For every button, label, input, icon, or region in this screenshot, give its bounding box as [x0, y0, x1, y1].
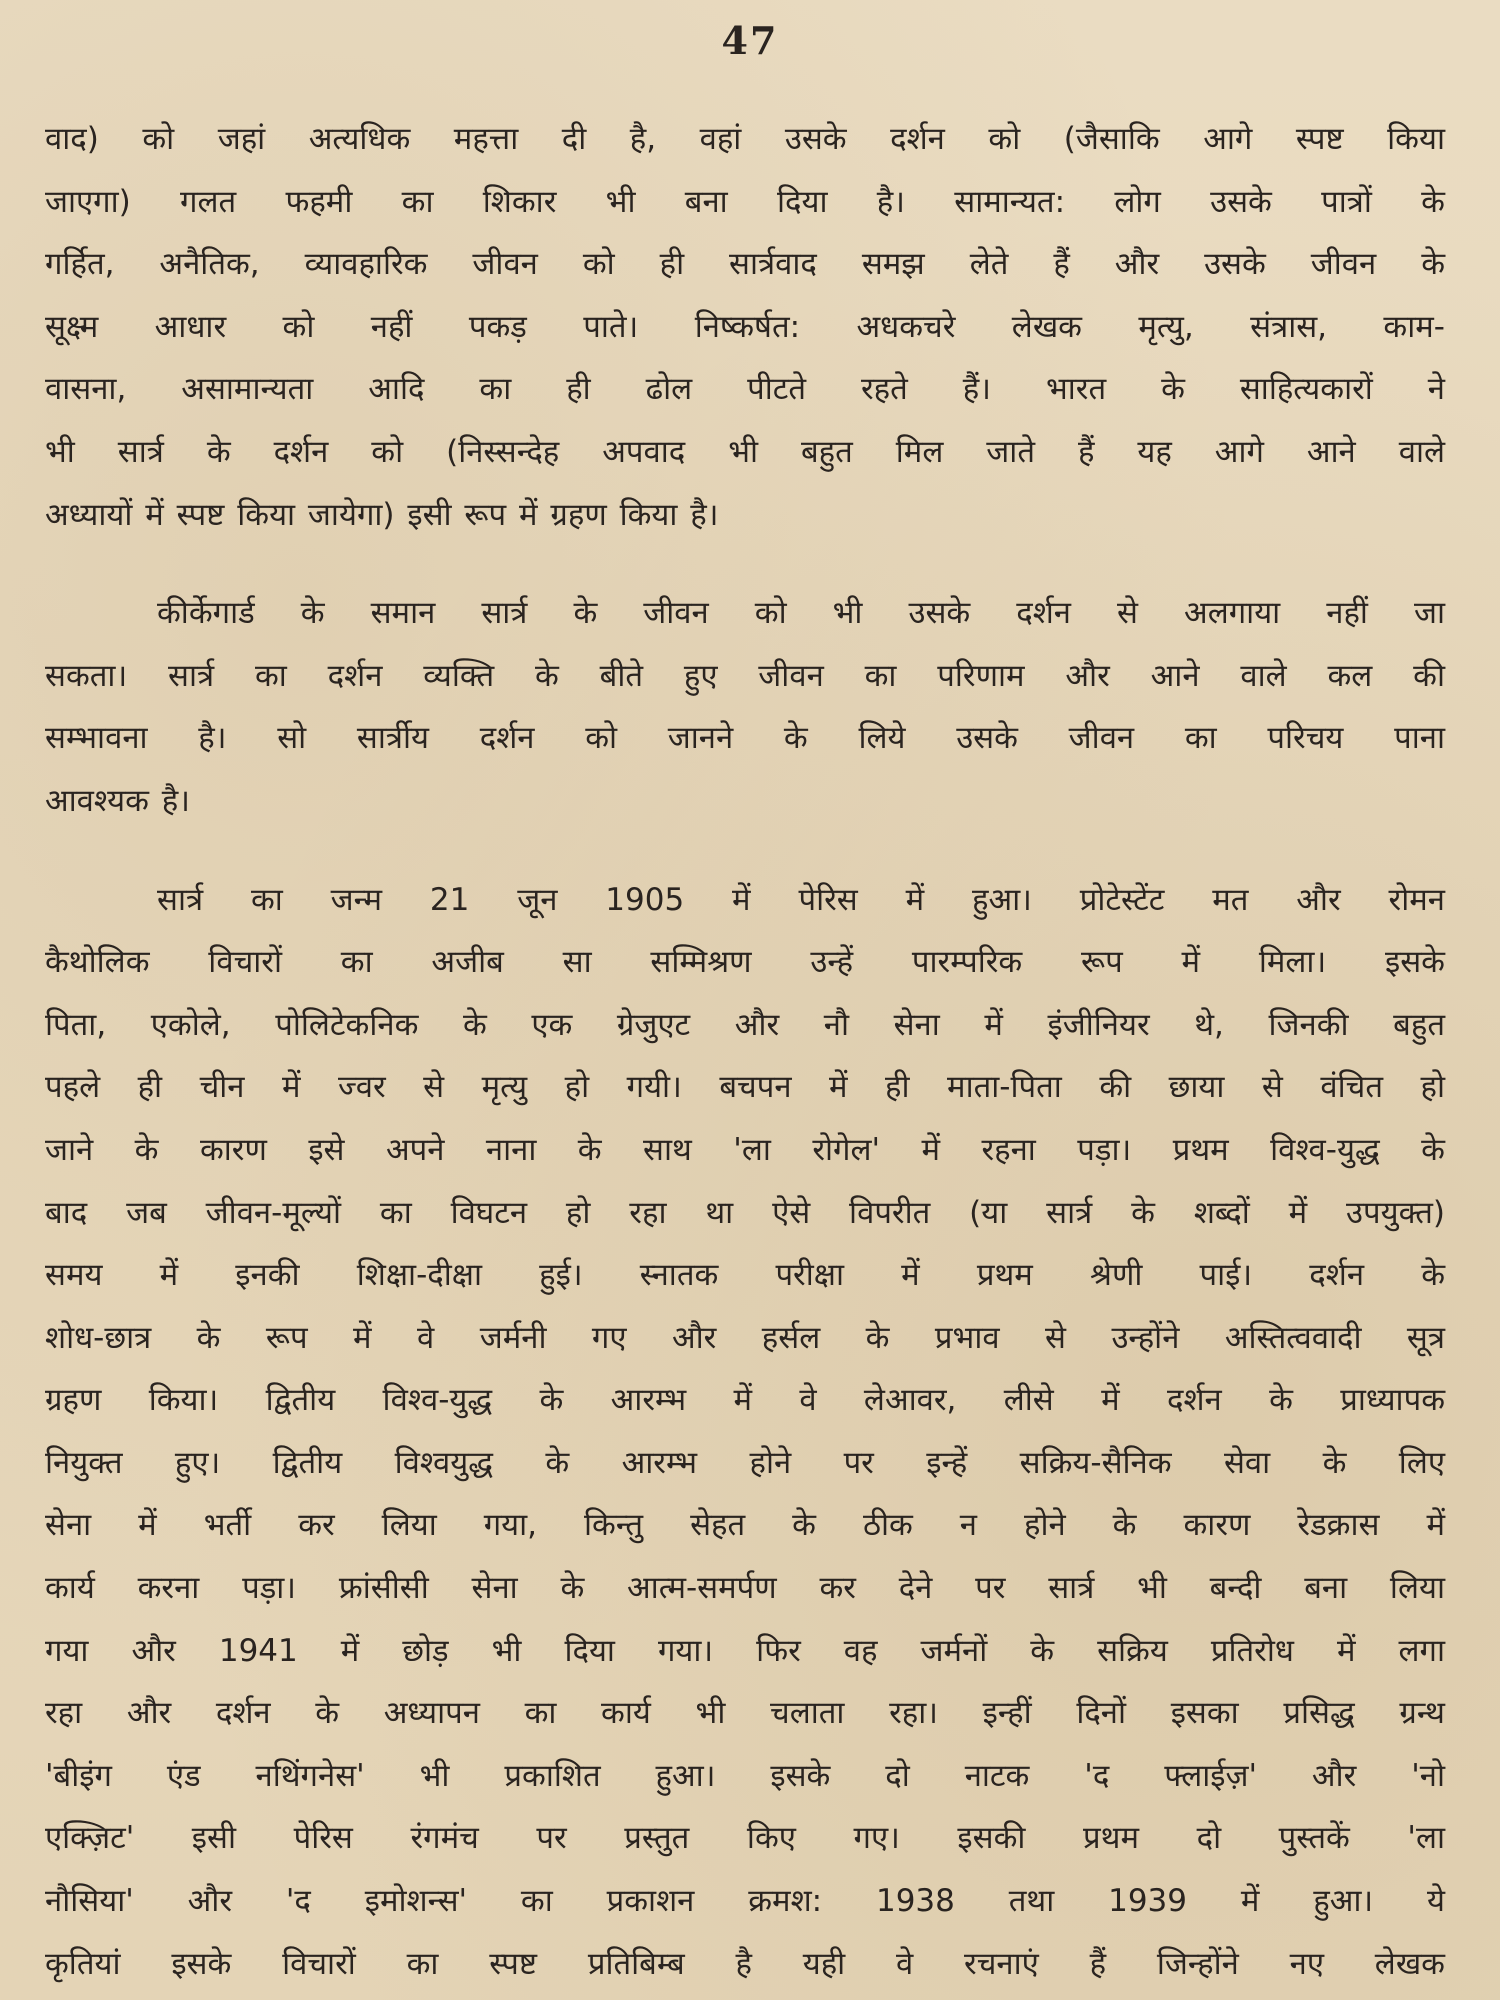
- text-line: सकता। सार्त्र का दर्शन व्यक्ति के बीते हुए जीवन का परिणाम और आने वाले कल की: [45, 657, 1445, 694]
- text-line: आवश्यक है।: [45, 782, 190, 819]
- text-line: नौसिया' और 'द इमोशन्स' का प्रकाशन क्रमश: 1938 तथा 1939 में हुआ। ये: [45, 1883, 1445, 1920]
- text-line: रहा और दर्शन के अध्यापन का कार्य भी चलाता रहा। इन्हीं दिनों इसका प्रसिद्ध ग्रन्थ: [45, 1695, 1445, 1732]
- paragraph-2: [45, 582, 1445, 832]
- text-line: पिता, एकोले, पोलिटेकनिक के एक ग्रेजुएट और नौ सेना में इंजीनियर थे, जिनकी बहुत: [45, 1006, 1445, 1043]
- text-line: कीर्केगार्ड के समान सार्त्र के जीवन को भी उसके दर्शन से अलगाया नहीं जा: [157, 595, 1445, 632]
- text-line: कृतियां इसके विचारों का स्पष्ट प्रतिबिम्ब है यही वे रचनाएं हैं जिन्होंने नए लेखक: [45, 1945, 1445, 1982]
- text-line: समय में इनकी शिक्षा-दीक्षा हुई। स्नातक परीक्षा में प्रथम श्रेणी पाई। दर्शन के: [45, 1257, 1445, 1294]
- page-number: 47: [721, 18, 779, 63]
- body-text: [45, 108, 1445, 1995]
- text-line: बाद जब जीवन-मूल्यों का विघटन हो रहा था ऐसे विपरीत (या सार्त्र के शब्दों में उपयुक्त): [45, 1194, 1445, 1231]
- text-line: सूक्ष्म आधार को नहीं पकड़ पाते। निष्कर्षत: अधकचरे लेखक मृत्यु, संत्रास, काम-: [45, 308, 1445, 345]
- text-line: एक्ज़िट' इसी पेरिस रंगमंच पर प्रस्तुत किए गए। इसकी प्रथम दो पुस्तकें 'ला: [45, 1820, 1445, 1857]
- text-line: गर्हित, अनैतिक, व्यावहारिक जीवन को ही सार्त्रवाद समझ लेते हैं और उसके जीवन के: [45, 246, 1445, 283]
- text-line: सम्भावना है। सो सार्त्रीय दर्शन को जानने के लिये उसके जीवन का परिचय पाना: [45, 720, 1445, 757]
- text-line: ग्रहण किया। द्वितीय विश्व-युद्ध के आरम्भ में वे लेआवर, लीसे में दर्शन के प्राध्यापक: [45, 1382, 1445, 1419]
- text-line: जाएगा) गलत फहमी का शिकार भी बना दिया है। सामान्यत: लोग उसके पात्रों के: [45, 183, 1445, 220]
- text-line: अध्यायों में स्पष्ट किया जायेगा) इसी रूप में ग्रहण किया है।: [45, 496, 719, 533]
- text-line: नियुक्त हुए। द्वितीय विश्वयुद्ध के आरम्भ होने पर इन्हें सक्रिय-सैनिक सेवा के लिए: [45, 1444, 1445, 1481]
- text-line: शोध-छात्र के रूप में वे जर्मनी गए और हर्सल के प्रभाव से उन्होंने अस्तित्ववादी सूत्र: [45, 1319, 1445, 1356]
- text-line: वाद) को जहां अत्यधिक महत्ता दी है, वहां उसके दर्शन को (जैसाकि आगे स्पष्ट किया: [45, 121, 1445, 157]
- text-line: गया और 1941 में छोड़ भी दिया गया। फिर वह जर्मनों के सक्रिय प्रतिरोध में लगा: [45, 1632, 1445, 1669]
- paragraph-gap: [45, 546, 1445, 582]
- paragraph-1: [45, 108, 1445, 546]
- text-line: भी सार्त्र के दर्शन को (निस्सन्देह अपवाद भी बहुत मिल जाते हैं यह आगे आने वाले: [45, 433, 1445, 470]
- text-line: 'बीइंग एंड नथिंगनेस' भी प्रकाशित हुआ। इसके दो नाटक 'द फ्लाईज़' और 'नो: [45, 1757, 1445, 1794]
- text-line: कैथोलिक विचारों का अजीब सा सम्मिश्रण उन्हें पारम्परिक रूप में मिला। इसके: [45, 944, 1445, 981]
- text-line: पहले ही चीन में ज्वर से मृत्यु हो गयी। बचपन में ही माता-पिता की छाया से वंचित हो: [45, 1069, 1445, 1106]
- text-line: कार्य करना पड़ा। फ्रांसीसी सेना के आत्म-समर्पण कर देने पर सार्त्र भी बन्दी बना लिया: [45, 1570, 1445, 1607]
- text-line: वासना, असामान्यता आदि का ही ढोल पीटते रहते हैं। भारत के साहित्यकारों ने: [45, 371, 1445, 408]
- text-line: सार्त्र का जन्म 21 जून 1905 में पेरिस में हुआ। प्रोटेस्टेंट मत और रोमन: [157, 881, 1445, 918]
- text-line: सेना में भर्ती कर लिया गया, किन्तु सेहत के ठीक न होने के कारण रेडक्रास में: [45, 1507, 1445, 1544]
- text-line: जाने के कारण इसे अपने नाना के साथ 'ला रोगेल' में रहना पड़ा। प्रथम विश्व-युद्ध के: [45, 1131, 1445, 1168]
- paragraph-gap: [45, 833, 1445, 869]
- paragraph-3: [45, 869, 1445, 1996]
